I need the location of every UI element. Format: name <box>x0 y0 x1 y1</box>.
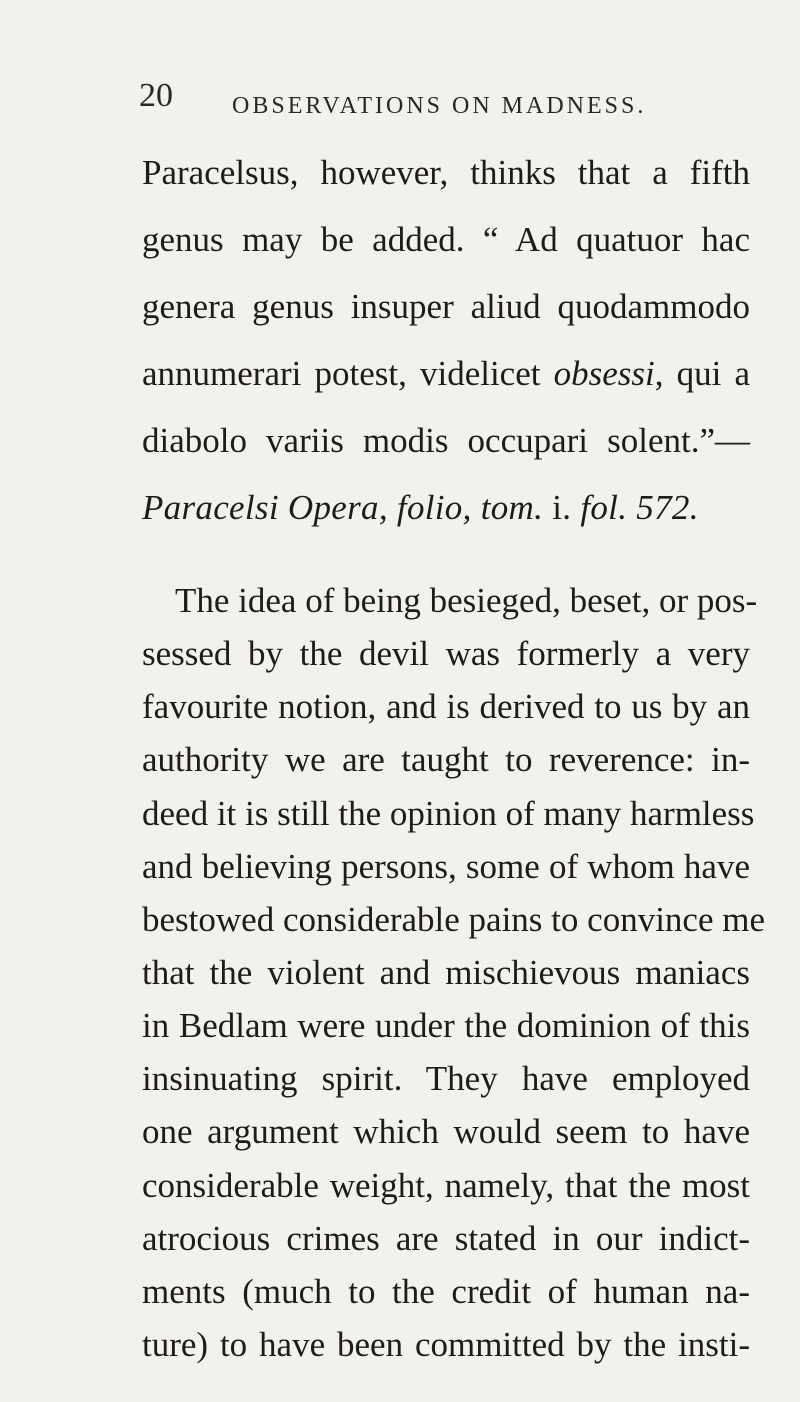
paragraph-2-line-6: and believing persons, some of whom have <box>142 847 750 886</box>
paragraph-2-line-10: insinuating spirit. They have employed <box>142 1059 750 1098</box>
paragraph-2-line-11: one argument which would seem to have <box>142 1112 750 1151</box>
paragraph-2-line-14: ments (much to the credit of human na- <box>142 1272 750 1311</box>
line-4-text-before: annumerari potest, videlicet <box>142 354 554 393</box>
line-4-text-after: , qui a <box>654 354 750 393</box>
page-number: 20 <box>139 77 173 114</box>
citation-page: 572. <box>627 488 699 527</box>
paragraph-2-line-2: sessed by the devil was formerly a very <box>142 634 750 673</box>
paragraph-2-line-8: that the violent and mischievous maniacs <box>142 953 750 992</box>
citation-volume: i. <box>543 488 581 527</box>
running-title: OBSERVATIONS ON MADNESS. <box>232 93 647 119</box>
obsessi-italic: obsessi <box>553 354 655 393</box>
paragraph-2-line-9: in Bedlam were under the dominion of this <box>142 1006 750 1045</box>
paragraph-1-line-3: genera genus insuper aliud quodammodo <box>142 287 750 326</box>
citation-line <box>142 485 699 531</box>
paragraph-1-line-1: Paracelsus, however, thinks that a fifth <box>142 153 750 192</box>
paragraph-2-line-4: authority we are taught to reverence: in- <box>142 740 750 779</box>
paragraph-2-line-7: bestowed considerable pains to convince me <box>142 900 765 939</box>
paragraph-1-line-2: genus may be added. “ Ad quatuor hac <box>142 220 750 259</box>
paragraph-1-line-5: diabolo variis modis occupari solent.”— <box>142 421 750 460</box>
paragraph-2-line-5: deed it is still the opinion of many harmless <box>142 794 755 833</box>
citation-folio: fol. <box>580 488 628 527</box>
paragraph-2-line-12: considerable weight, namely, that the most <box>142 1166 750 1205</box>
paragraph-1-line-4 <box>142 351 750 397</box>
paragraph-2-line-15: ture) to have been committed by the insti- <box>142 1325 750 1364</box>
paragraph-2-line-13: atrocious crimes are stated in our indict- <box>142 1219 750 1258</box>
paragraph-2-line-1: The idea of being besieged, beset, or pos- <box>175 581 758 620</box>
paragraph-2-line-3: favourite notion, and is derived to us by an <box>142 687 750 726</box>
citation-work: Paracelsi Opera, folio, tom. <box>142 488 544 527</box>
